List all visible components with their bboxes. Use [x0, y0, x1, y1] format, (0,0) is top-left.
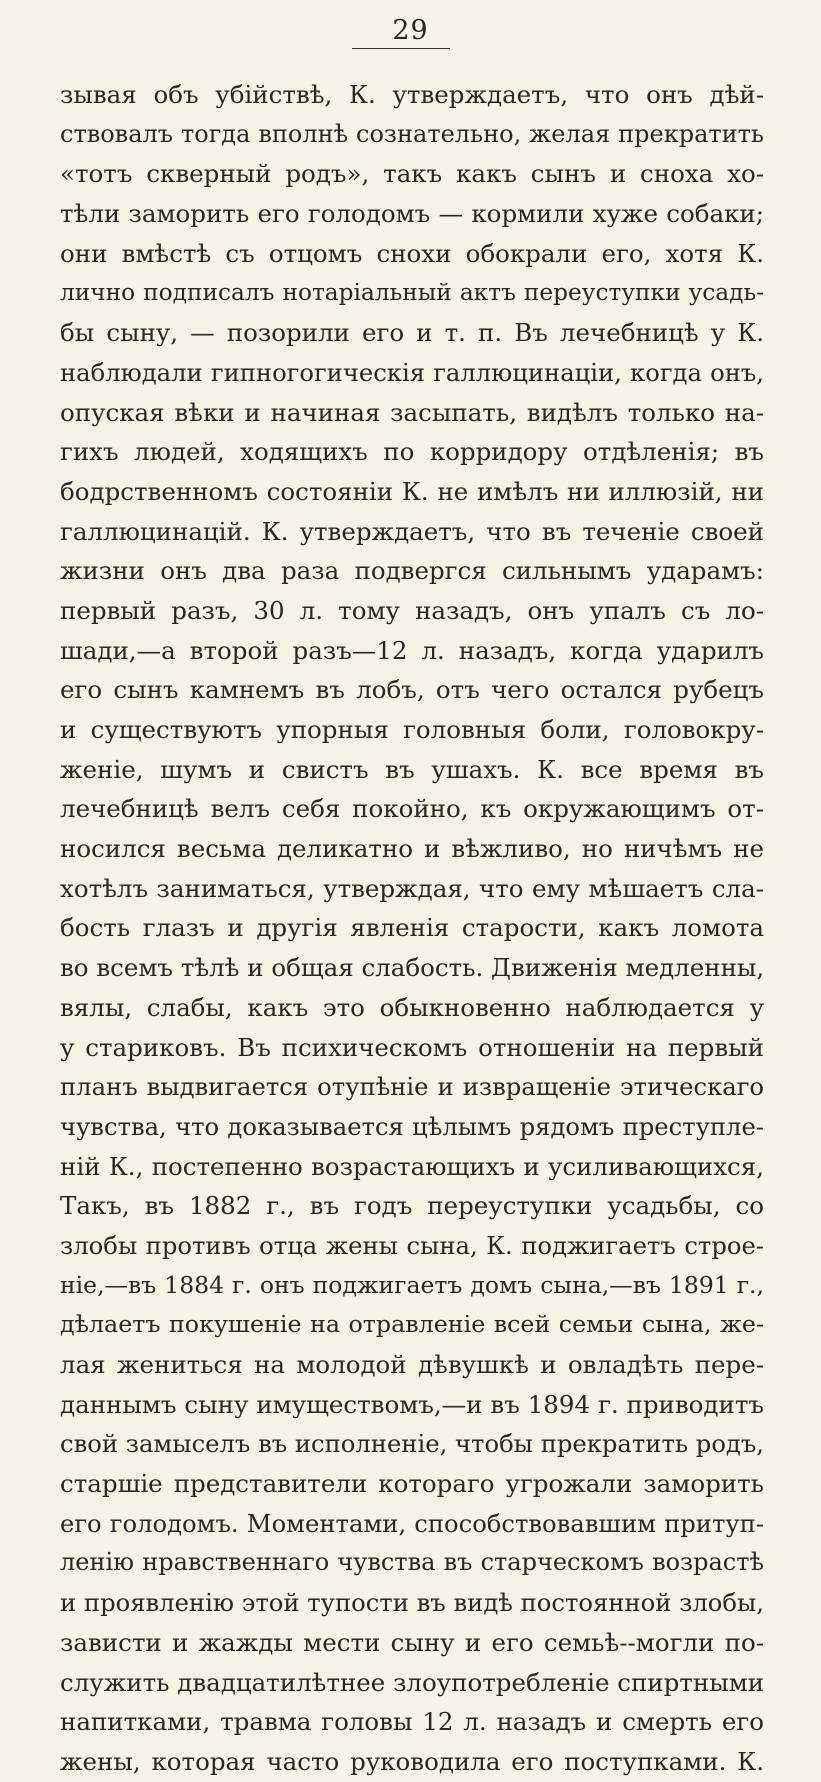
text-line: лая жениться на молодой дѣвушкѣ и овладѣть пере- — [60, 1350, 764, 1379]
text-line: зависти и жажды мести сыну и его семьѣ--могли по- — [60, 1627, 764, 1657]
text-line: наблюдали гипногогическія галлюцинаціи, когда онъ, — [60, 357, 764, 387]
text-line: шади,—а второй разъ—12 л. назадъ, когда ударилъ — [60, 635, 764, 665]
text-line: бость глазъ и другія явленія старости, какъ ломота — [60, 913, 764, 943]
text-line: бодрственномъ состояніи К. не имѣлъ ни иллюзій, ни — [60, 476, 764, 506]
text-line: и проявленію этой тупости въ видѣ постоянной злобы, — [60, 1588, 764, 1618]
page-number: 29 — [392, 15, 429, 46]
text-line: женіе, шумъ и свистъ въ ушахъ. К. все время въ — [60, 754, 764, 784]
header-rule — [352, 48, 450, 49]
text-line: ствовалъ тогда вполнѣ сознательно, желая прекратить — [60, 119, 764, 148]
text-line: они вмѣстѣ съ отцомъ снохи обокрали его, хотя К. — [60, 238, 764, 268]
text-line: галлюцинацій. К. утверждаетъ, что въ теченіе своей — [60, 516, 764, 546]
text-line: лечебницѣ велъ себя покойно, къ окружающимъ от- — [60, 794, 764, 824]
text-line: напитками, травма головы 12 л. назадъ и смерть его — [60, 1707, 764, 1737]
text-line: носился весьма деликатно и вѣжливо, но ничѣмъ не — [60, 834, 764, 864]
text-line: во всемъ тѣлѣ и общая слабость. Движенія медленны, — [60, 953, 765, 983]
text-line: даннымъ сыну имуществомъ,—и въ 1894 г. приводитъ — [60, 1389, 764, 1419]
text-line: ленію нравственнаго чувства въ старческомъ возрастѣ — [60, 1548, 764, 1577]
text-line: чувства, что доказывается цѣлымъ рядомъ преступле- — [60, 1111, 764, 1141]
text-line: тѣли заморить его голодомъ — кормили хуже собаки; — [60, 199, 764, 229]
text-line: вялы, слабы, какъ это обыкновенно наблюдается у — [60, 992, 764, 1022]
text-line: хотѣлъ заниматься, утверждая, что ему мѣшаетъ сла- — [60, 873, 764, 903]
text-line: зывая объ убійствѣ, К. утверждаетъ, что онъ дѣй- — [60, 80, 764, 109]
text-line: злобы противъ отца жены сына, К. поджигаетъ строе- — [60, 1230, 764, 1260]
text-line: жизни онъ два раза подвергся сильнымъ ударамъ: — [60, 556, 764, 586]
text-line: «тотъ скверный родъ», такъ какъ сынъ и сноха хо- — [60, 159, 764, 189]
text-line: опуская вѣки и начиная засыпать, видѣлъ только на- — [60, 397, 764, 427]
text-line: служить двадцатилѣтнее злоупотребленіе спиртными — [60, 1667, 765, 1697]
text-line: первый разъ, 30 л. тому назадъ, онъ упалъ съ ло- — [60, 595, 764, 625]
text-line: и существуютъ упорныя головныя боли, головокру- — [60, 715, 764, 744]
text-line: дѣлаетъ покушеніе на отравленіе всей семьи сына, же- — [60, 1310, 764, 1339]
text-line: его сынъ камнемъ въ лобъ, отъ чего остался рубецъ — [60, 675, 764, 705]
text-line: старшіе представители котораго угрожали заморить — [60, 1469, 764, 1499]
text-line: жены, которая часто руководила его поступками. К. — [60, 1746, 764, 1776]
text-line: его голодомъ. Моментами, способствовавшим притуп- — [60, 1508, 764, 1538]
text-line: гихъ людей, ходящихъ по корридору отдѣленія; въ — [60, 437, 764, 467]
text-line: свой замыселъ въ исполненіе, чтобы прекратить родъ, — [60, 1429, 764, 1459]
text-line: у стариковъ. Въ психическомъ отношеніи на первый — [60, 1032, 764, 1062]
text-line: планъ выдвигается отупѣніе и извращеніе этическаго — [60, 1072, 764, 1102]
body-text — [60, 75, 764, 1782]
text-line: Такъ, въ 1882 г., въ годъ переуступки усадьбы, со — [60, 1191, 764, 1221]
text-line: лично подписалъ нотаріальный актъ переуступки усадь- — [60, 279, 764, 307]
text-line: бы сыну, — позорили его и т. п. Въ лечебницѣ у К. — [60, 318, 764, 348]
text-line: ній К., постепенно возрастающихъ и усиливающихся, — [60, 1151, 764, 1181]
text-line: ніе,—въ 1884 г. онъ поджигаетъ домъ сына,—въ 1891 г., — [60, 1270, 764, 1299]
